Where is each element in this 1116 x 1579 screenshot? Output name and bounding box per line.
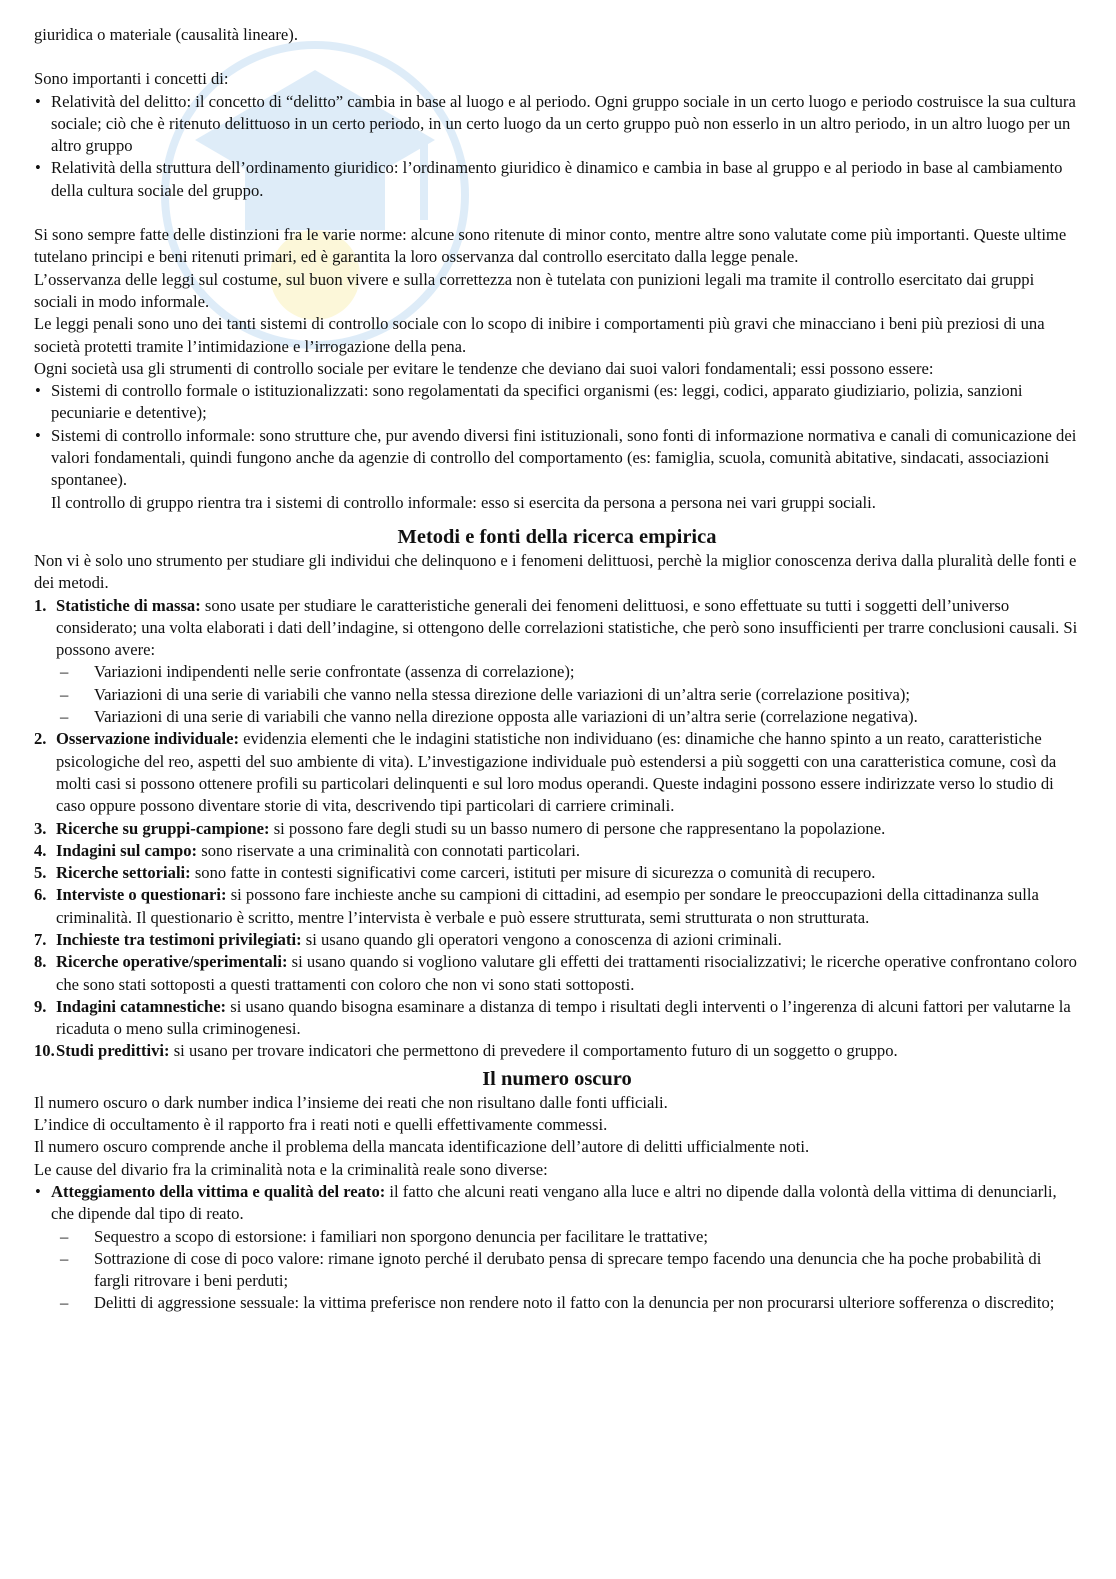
- list-item: [34, 1181, 1080, 1315]
- methods-list: [34, 595, 1080, 1063]
- paragraph: Il numero oscuro comprende anche il problema della mancata identificazione dell’autore di delitti ufficialmente noti.: [34, 1137, 810, 1157]
- causes-list: [34, 1181, 1080, 1315]
- item-term: Statistiche di massa:: [56, 595, 201, 615]
- item-term: Ricerche su gruppi-campione:: [56, 818, 270, 838]
- item-number: 8.: [34, 952, 47, 972]
- paragraph: Le leggi penali sono uno dei tanti sistemi di controllo sociale con lo scopo di inibire i comportamenti più gravi che minacciano i beni più preziosi di una società protetti tramite l’intimidazione e l’irrogazione della pena.: [34, 314, 1045, 356]
- item-number: 3.: [34, 818, 47, 838]
- list-item: [34, 884, 1080, 929]
- item-number: 5.: [34, 863, 47, 883]
- list-item: [34, 728, 1080, 817]
- item-term: Indagini sul campo:: [56, 840, 198, 860]
- methods-intro: Non vi è solo uno strumento per studiare gli individui che delinquono e i fenomeni delittuosi, perchè la miglior conoscenza deriva dalla pluralità delle fonti e dei metodi.: [34, 550, 1077, 593]
- concepts-lead: Sono importanti i concetti di:: [34, 69, 229, 89]
- item-text: si usano quando gli operatori vengono a conoscenza di azioni criminali.: [301, 929, 782, 949]
- list-item: – Sequestro a scopo di estorsione: i familiari non sporgono denuncia per facilitare le trattative;: [34, 1226, 1080, 1248]
- item-text: si possono fare inchieste anche su campioni di cittadini, ad esempio per sondare le preoccupazioni della cittadinanza sulla criminalità. Il questionario è scritto, mentre l’intervista è verbale e può essere strutturata, semi strutturata o non strutturata.: [56, 885, 1039, 927]
- list-item: • Relatività della struttura dell’ordinamento giuridico: l’ordinamento giuridico è dinamico e cambia in base al gruppo e al periodo in base al cambiamento della cultura sociale del gruppo.: [34, 157, 1080, 202]
- section-heading-numero-oscuro: Il numero oscuro: [482, 1067, 632, 1090]
- control-systems-list: [34, 380, 1080, 491]
- concepts-list: [34, 91, 1080, 202]
- examples-list: [34, 1226, 1080, 1315]
- list-item: [34, 1040, 1080, 1062]
- item-text: si usano per trovare indicatori che permettono di prevedere il comportamento futuro di un soggetto o gruppo.: [169, 1041, 898, 1061]
- paragraph: L’osservanza delle leggi sul costume, sul buon vivere e sulla correttezza non è tutelata con punizioni legali ma tramite il controllo esercitato dai gruppi sociali in modo informale.: [34, 269, 1035, 311]
- item-term: Inchieste tra testimoni privilegiati:: [56, 929, 302, 949]
- list-item: [34, 595, 1080, 729]
- item-term: Indagini catamnestiche:: [56, 996, 227, 1016]
- list-item: [34, 862, 1080, 884]
- item-text: si usano quando si vogliono valutare gli effetti dei trattamenti risocializzativi; le ricerche operative confrontano coloro che sono stati sottoposti a questi trattamenti con coloro che non vi sono stati sottoposti.: [56, 952, 1077, 994]
- document-page: [34, 24, 1080, 1315]
- item-number: 10.: [34, 1041, 55, 1061]
- group-control-note: Il controllo di gruppo rientra tra i sistemi di controllo informale: esso si esercita da persona a persona nei vari gruppi sociali.: [51, 492, 876, 512]
- item-text: sono riservate a una criminalità con connotati particolari.: [197, 840, 580, 860]
- cause-term: Atteggiamento della vittima e qualità del reato:: [51, 1181, 386, 1201]
- list-item: [34, 840, 1080, 862]
- paragraph: Si sono sempre fatte delle distinzioni fra le varie norme: alcune sono ritenute di minor conto, mentre altre sono valutate come più importanti. Queste ultime tutelano principi e beni ritenuti primari, ed è garantita la loro osservanza dal controllo esercitato dalla legge penale.: [34, 225, 1067, 267]
- item-text: evidenzia elementi che le indagini statistiche non individuano (es: dinamiche che hanno spinto a un reato, caratteristiche psicologiche del reo, aspetti del suo ambiente di vita). L’investigazione individuale può estendersi a più soggetti con una caratteristica comune, così da molti casi si possono ottenere profili su particolari delinquenti e sul loro modus operandi. Queste indagini possono essere indirizzate verso lo studio di caso oppure possono diventare storie di vita, descrivendo tipi particolari di carriere criminali.: [56, 729, 1057, 816]
- item-text: sono fatte in contesti significativi come carceri, istituti per misure di sicurezza o comunità di recupero.: [190, 863, 876, 883]
- item-number: 2.: [34, 729, 47, 749]
- item-number: 9.: [34, 996, 47, 1016]
- carry-line: giuridica o materiale (causalità lineare).: [34, 25, 298, 44]
- item-term: Osservazione individuale:: [56, 729, 240, 749]
- list-item: – Variazioni indipendenti nelle serie confrontate (assenza di correlazione);: [34, 661, 1080, 683]
- list-item: • Relatività del delitto: il concetto di “delitto” cambia in base al luogo e al periodo. Ogni gruppo sociale in un certo luogo e periodo costruisce la sua cultura sociale; ciò che è ritenuto delittuoso in un certo periodo, in un certo luogo da un certo gruppo può non esserlo in un altro periodo, in un altro luogo per un altro gruppo: [34, 91, 1080, 158]
- list-item: – Delitti di aggressione sessuale: la vittima preferisce non rendere noto il fatto con la denuncia per non procurarsi ulteriore sofferenza o discredito;: [34, 1292, 1080, 1314]
- list-item: [34, 929, 1080, 951]
- item-number: 7.: [34, 929, 47, 949]
- list-item: • Sistemi di controllo formale o istituzionalizzati: sono regolamentati da specifici organismi (es: leggi, codici, apparato giudiziario, polizia, sanzioni pecuniarie e detentive);: [34, 380, 1080, 425]
- list-item: • Sistemi di controllo informale: sono strutture che, pur avendo diversi fini istituzionali, sono fonti di informazione normativa e canali di comunicazione dei valori fondamentali, quindi fungono anche da agenzie di controllo del comportamento (es: famiglia, scuola, comunità abitative, sindacati, associazioni spontanee).: [34, 425, 1080, 492]
- paragraph: Le cause del divario fra la criminalità nota e la criminalità reale sono diverse:: [34, 1159, 548, 1179]
- item-term: Ricerche operative/sperimentali:: [56, 952, 288, 972]
- item-term: Interviste o questionari:: [56, 885, 227, 905]
- paragraph: Il numero oscuro o dark number indica l’insieme dei reati che non risultano dalle fonti ufficiali.: [34, 1092, 668, 1112]
- section-heading-metodi: Metodi e fonti della ricerca empirica: [397, 525, 717, 548]
- list-item: – Variazioni di una serie di variabili che vanno nella direzione opposta alle variazioni di un’altra serie (correlazione negativa).: [34, 706, 1080, 728]
- item-term: Studi predittivi:: [56, 1041, 170, 1061]
- item-number: 1.: [34, 595, 47, 615]
- list-item: [34, 996, 1080, 1041]
- item-text: sono usate per studiare le caratteristiche generali dei fenomeni delittuosi, e sono effettuate su tutti i soggetti dell’universo considerato; una volta elaborati i dati dell’indagine, si ottengono delle correlazioni statistiche, che però sono insufficienti per trarre conclusioni causali. Si possono avere:: [56, 595, 1078, 660]
- item-text: si usano quando bisogna esaminare a distanza di tempo i risultati degli interventi o l’ingerenza di alcuni fattori per valutarne la ricaduta o meno sulla criminogenesi.: [56, 996, 1071, 1039]
- list-item: [34, 951, 1080, 996]
- list-item: – Sottrazione di cose di poco valore: rimane ignoto perché il derubato pensa di sprecare tempo facendo una denuncia che ha poche probabilità di fargli ritrovare i beni perduti;: [34, 1248, 1080, 1293]
- list-item: [34, 818, 1080, 840]
- cause-text: il fatto che alcuni reati vengano alla luce e altri no dipende dalla volontà della vittima di denunciarli, che dipende dal tipo di reato.: [51, 1181, 1057, 1224]
- item-number: 6.: [34, 885, 47, 905]
- variations-list: [34, 661, 1080, 728]
- paragraph: L’indice di occultamento è il rapporto fra i reati noti e quelli effettivamente commessi.: [34, 1115, 608, 1135]
- item-text: si possono fare degli studi su un basso numero di persone che rappresentano la popolazione.: [269, 818, 886, 838]
- item-term: Ricerche settoriali:: [56, 863, 191, 883]
- paragraph: Ogni società usa gli strumenti di controllo sociale per evitare le tendenze che deviano dai suoi valori fondamentali; essi possono essere:: [34, 358, 934, 378]
- item-number: 4.: [34, 840, 47, 860]
- list-item: – Variazioni di una serie di variabili che vanno nella stessa direzione delle variazioni di un’altra serie (correlazione positiva);: [34, 684, 1080, 706]
